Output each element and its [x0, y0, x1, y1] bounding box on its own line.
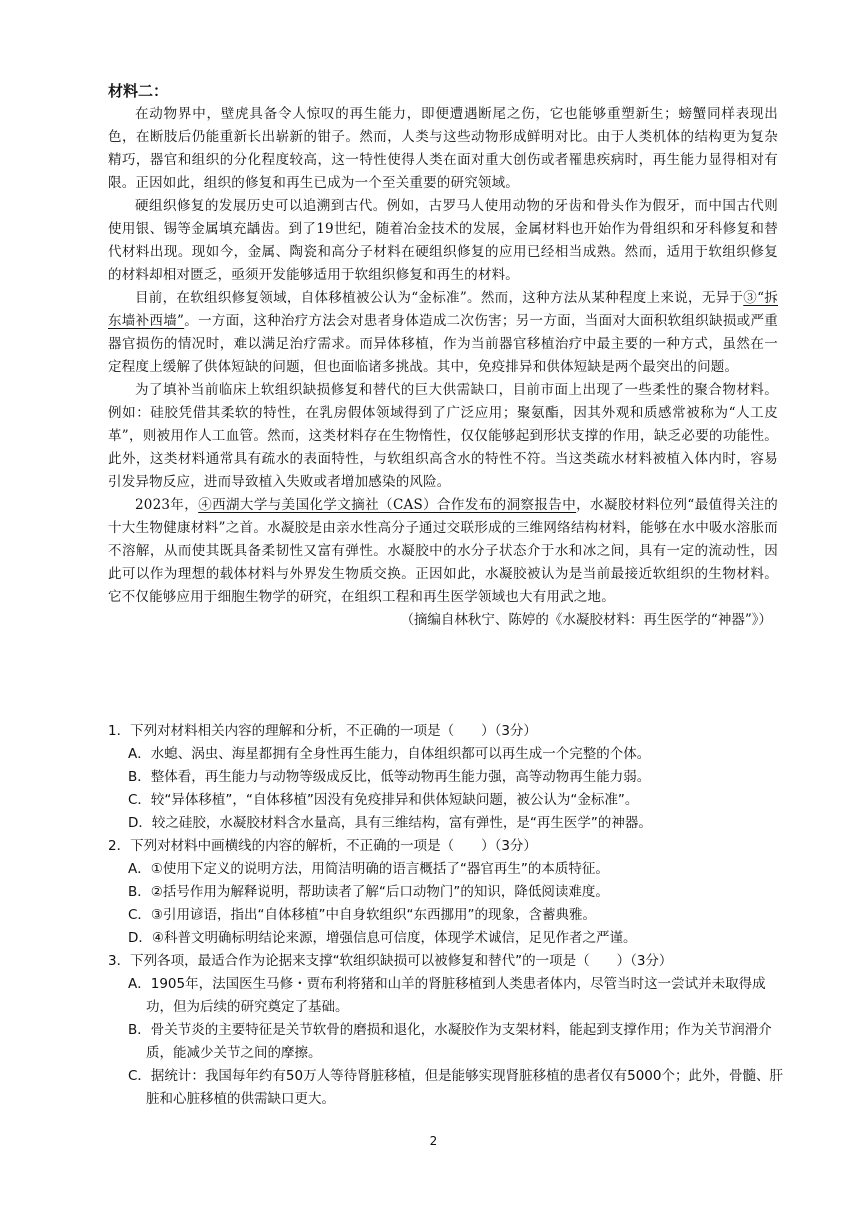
- option-b: B．骨关节炎的主要特征是关节软骨的磨损和退化，水凝胶作为支架材料，能起到支撑作用；作为关节润滑介质，能减少关节之间的摩擦。: [128, 1022, 772, 1061]
- question-2: [108, 835, 788, 950]
- option-d: D．④科普文明确标明结论来源，增强信息可信度，体现学术诚信，足见作者之严谨。: [128, 930, 637, 946]
- page-number: 2: [429, 1134, 438, 1148]
- paragraph-4: 为了填补当前临床上软组织缺损修复和替代的巨大供需缺口，目前市面上出现了一些柔性的聚合物材料。例如：硅胶凭借其柔软的特性，在乳房假体领域得到了广泛应用；聚氨酯，因其外观和质感常被称为“人工皮革”，则被用作人工血管。然而，这类材料存在生物惰性，仅仅能够起到形状支撑的作用，缺乏必要的功能性。此外，这类材料通常具有疏水的表面特性，与软组织高含水的特性不符。当这类疏水材料被植入体内时，容易引发异物反应，进而导致植入失败或者增加感染的风险。: [108, 382, 778, 490]
- option-b: B．整体看，再生能力与动物等级成反比，低等动物再生能力强，高等动物再生能力弱。: [128, 769, 651, 785]
- p5-after: ，水凝胶材料位列“最值得关注的十大生物健康材料”之首。水凝胶是由亲水性高分子通过交联形成的三维网络结构材料，能够在水中吸水溶胀而不溶解，从而使其既具备柔韧性又富有弹性。水凝胶中的水分子状态介于水和冰之间，具有一定的流动性，因此可以作为理想的载体材料与外界发生物质交换。正因如此，水凝胶被认为是当前最接近软组织的生物材料。它不仅能够应用于细胞生物学的研究，在组织工程和再生医学领域也大有用武之地。: [108, 497, 779, 605]
- option-a: A．水螅、涡虫、海星都拥有全身性再生能力，自体组织都可以再生成一个完整的个体。: [128, 746, 651, 762]
- p3-after: 。一方面，这种治疗方法会对患者身体造成二次伤害；另一方面，当面对大面积软组织缺损或严重器官损伤的情况时，难以满足治疗需求。而异体移植，作为当前器官移植治疗中最主要的一种方式，虽然在一定程度上缓解了供体短缺的问题，但也面临诸多挑战。其中，免疫排异和供体短缺是两个最突出的问题。: [108, 313, 778, 375]
- question-3: [108, 950, 788, 1111]
- question-stem: 3．下列各项，最适合作为论据来支撑“软组织缺损可以被修复和替代”的一项是（ ）（3分）: [108, 953, 673, 969]
- paragraph-2: 硬组织修复的发展历史可以追溯到古代。例如，古罗马人使用动物的牙齿和骨头作为假牙，而中国古代则使用银、锡等金属填充龋齿。到了19世纪，随着冶金技术的发展，金属材料也开始作为骨组织和牙科修复和替代材料出现。现如今，金属、陶瓷和高分子材料在硬组织修复的应用已经相当成熟。然而，适用于软组织修复的材料却相对匮乏，亟须开发能够适用于软组织修复和再生的材料。: [108, 198, 778, 283]
- source-citation: （摘编自林秋宁、陈婷的《水凝胶材料：再生医学的“神器”》）: [400, 612, 772, 628]
- option-a: A．①使用下定义的说明方法，用简洁明确的语言概括了“器官再生”的本质特征。: [128, 861, 609, 877]
- option-b: B．②括号作用为解释说明，帮助读者了解“后口动物门”的知识，降低阅读难度。: [128, 884, 609, 900]
- paragraph-1: 在动物界中，壁虎具备令人惊叹的再生能力，即便遭遇断尾之伤，它也能够重塑新生；螃蟹同样表现出色，在断肢后仍能重新长出崭新的钳子。然而，人类与这些动物形成鲜明对比。由于人类机体的结构更为复杂精巧，器官和组织的分化程度较高，这一特性使得人类在面对重大创伤或者罹患疾病时，再生能力显得相对有限。正因如此，组织的修复和再生已成为一个至关重要的研究领域。: [108, 106, 778, 191]
- question-list: [108, 720, 788, 1111]
- option-c: C．③引用谚语，指出“自体移植”中自身软组织“东西挪用”的现象，含蓄典雅。: [128, 907, 597, 923]
- question-stem: 2．下列对材料中画横线的内容的解析，不正确的一项是（ ）（3分）: [108, 838, 537, 854]
- question-stem: 1．下列对材料相关内容的理解和分析，不正确的一项是（ ）（3分）: [108, 723, 537, 739]
- p5-underlined: ④西湖大学与美国化学文摘社（CAS）合作发布的洞察报告中: [198, 497, 577, 513]
- p3-before: 目前，在软组织修复领域，自体移植被公认为“金标准”。然而，这种方法从某种程度上来说，无异于: [135, 290, 744, 306]
- p3-underlined: ③“拆东墙补西墙”: [108, 290, 778, 329]
- option-c: C．较“异体移植”，“自体移植”因没有免疫排异和供体短缺问题，被公认为“金标准”。: [128, 792, 639, 808]
- option-c: C．据统计：我国每年约有50万人等待肾脏移植，但是能够实现肾脏移植的患者仅有5000个；此外，骨髓、肝脏和心脏移植的供需缺口更大。: [128, 1068, 783, 1107]
- reading-material: [108, 80, 778, 632]
- paragraph-5: [108, 494, 778, 609]
- paragraph-3: [108, 287, 778, 379]
- question-1: [108, 720, 788, 835]
- option-a: A．1905年，法国医生马修・贾布利将猪和山羊的肾脏移植到人类患者体内，尽管当时这一尝试并未取得成功，但为后续的研究奠定了基础。: [128, 976, 766, 1015]
- p5-before: 2023年，: [135, 497, 199, 513]
- material-heading: 材料二：: [108, 82, 169, 100]
- option-d: D．较之硅胶，水凝胶材料含水量高，具有三维结构，富有弹性，是“再生医学”的神器。: [128, 815, 652, 831]
